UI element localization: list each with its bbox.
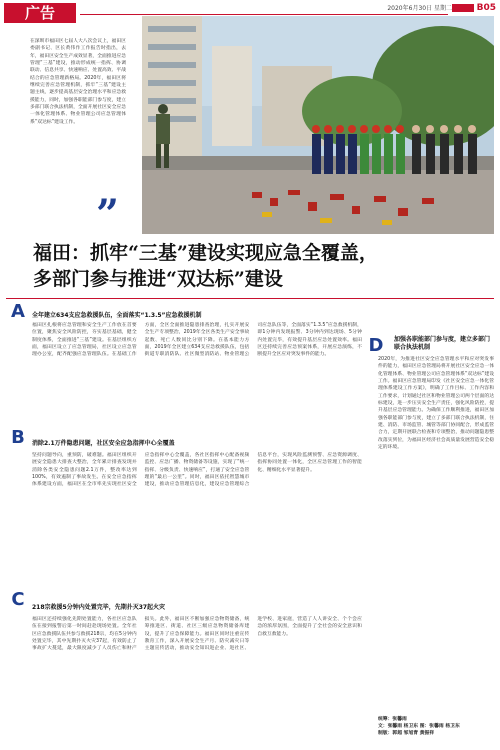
- section-c-letter: C: [11, 589, 25, 610]
- section-d-letter: D: [368, 335, 384, 356]
- section-d-subhead: 加强各职能部门参与度，建立多部门联合执法机制: [394, 336, 491, 351]
- issue-date: 2020年6月30日 星期二: [387, 5, 452, 12]
- section-a-body: 福田区扎根将应急管理和安全生产工作放在首要位置，聚焦安全风险防控，夯实基层基础，健全制度体系，全面推进“三基”建设。在基层组织方面，福田区设立了应急管理局，社区设立应急管理办公室，配齐配强应急管理队伍。在基础工作方面，全区全面推进隐患排查治理，扎实开展安全生产专项整治，2019年全区各类生产安全事故起数、死亡人数同比分别下降。在基本能力方面，2019年全区建立634支应急救援队伍，包括街道专职消防队、社区微型消防站、物业管理公司应急队伍等，全面落实“1.3.5”应急救援机制，即1分钟内发现报警、3分钟内到达现场、5分钟内处置完毕，有效提升基层应急处置效率。福田区还持续完善应急预案体系，开展应急演练，不断提升全区应对突发事件的能力。: [32, 323, 362, 358]
- section-b-letter: B: [11, 427, 25, 448]
- section-c-subhead: 218宗救援5分钟内处置完毕，先期扑灭37起火灾: [32, 604, 166, 611]
- headline: [33, 240, 473, 292]
- credits: [378, 716, 494, 737]
- headline-line-2: 多部门参与推进“双达标”建设: [33, 268, 283, 290]
- section-b-subhead: 消除2.1万件隐患问题，社区安全应急指挥中心全覆盖: [32, 440, 175, 447]
- section-c-body: 福田区还持续强化先期处置能力，各社区应急队伍在接到报警后第一时间赶赴现场处置。全年社区应急救援队伍共参与救援218宗，均在5分钟内处置完毕，其中先期扑灭火灾37起，有效防止了事故扩大蔓延，最大限度减少了人员伤亡和财产损失。此外，福田区不断加强应急物资储备，统筹推进区、街道、社区三级应急物资储备库建设，提升了应急保障能力。福田区同时注重宣传教育工作，深入开展安全生产月、防灾减灾日等主题宣传活动，推动安全知识进企业、进社区、进学校、进家庭，营造了人人讲安全、个个会应急的浓厚氛围，全面提升了全社会的安全意识和自救互救能力。: [32, 617, 362, 652]
- emergency-drill-photo: [142, 16, 494, 234]
- section-d-body: 2020年，为推进社区安全应急管理水平和应对突发事件的能力，福田区应急管理局将开展社区安全应急一体化管理体系、物业管理公司应急管理体系“双达标”建设工作。福田区应急管理局印发《社区安全应急一体化管理体系建设工作方案》，明确了工作目标、工作内容和工作要求，计划通过社区和物业管理公司两个层面的达标建设，进一步压实安全生产责任，强化风险防控，提升基层应急管理能力。为确保工作顺利推进，福田区加强各职能部门参与度，建立了多部门联合执法机制，住建、消防、市场监管、城管等部门协同配合，形成监管合力，定期开展联合检查和专项整治，推动问题隐患整改落实到位，为福田区经济社会高质量发展营造安全稳定的环境。: [378, 357, 494, 451]
- credit-line-2: 文：张馨雨 杨卫东 图：张馨雨 杨卫东: [378, 724, 460, 729]
- headline-rule: [6, 298, 494, 299]
- section-a-subhead: 全年建立634支应急救援队伍，全面落实“1.3.5”应急救援机制: [32, 312, 202, 319]
- section-marker: [452, 4, 474, 12]
- header-rule: [80, 14, 448, 15]
- quote-mark-icon: ”: [96, 191, 120, 238]
- page-number: B05: [476, 3, 496, 13]
- headline-line-1: 福田：抓牢“三基”建设实现应急全覆盖，: [33, 242, 378, 264]
- intro-paragraph: 在深圳市福田区七届人大八次会议上，福田区委副书记、区长黄伟作工作报告时指出，去年，福田区安全生产成效显著，全面推进应急管理“三基”建设，推动形成统一指挥、协调联动、信息共享、快速响应、处置高效、平战结合的应急管理新格局。2020年，福田区将继续完善应急管理机制，抓牢“三基”建设主题主线，逐步提高基层安全治理水平和应急救援能力，同时，加强各职能部门参与度，建立多部门联合执法机制，全面开展社区安全应急一体化管理体系、物业管理公司应急管理体系“双达标”建设工作。: [30, 39, 126, 125]
- section-a-letter: A: [11, 301, 25, 322]
- credit-line-1: 统筹：张馨雨: [378, 717, 407, 722]
- credit-line-3: 制版：郭超 邹旭青 黄振祥: [378, 731, 435, 736]
- section-tag: 广告: [4, 3, 76, 23]
- section-b-body: 坚持问题导向，重预防，破难题。福田区组织开展安全隐患大排查大整治，全年累计排查发现并消除各类安全隐患问题2.1万件，整改率达到100%，有效遏制了事故发生。在安全应急指挥体系建设方面，福田区在全市率先实现社区安全应急指挥中心全覆盖，各社区指挥中心配备视频监控、应急广播、物资储备等设施，实现了“统一指挥、分级负责、快速响应”，打通了安全应急管理的“最后一公里”。同时，福田区依托智慧城市建设，推动应急管理信息化，建设应急管理综合信息平台，实现风险监测预警、应急资源调度、指挥协同处置一体化，全区应急管理工作的智能化、精细化水平显著提升。: [32, 453, 362, 488]
